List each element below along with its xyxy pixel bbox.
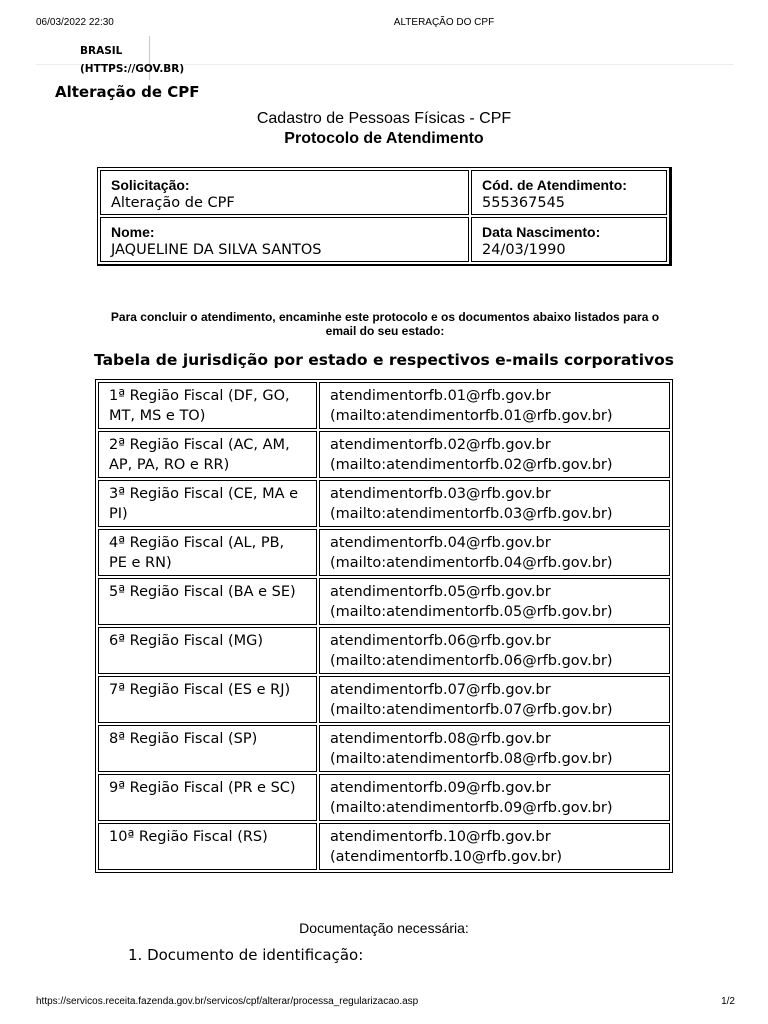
region-cell: 5ª Região Fiscal (BA e SE) xyxy=(98,578,317,625)
list-item: 1. Documento de identificação: xyxy=(128,946,364,964)
nome-label: Nome: xyxy=(111,224,155,240)
email-link[interactable]: atendimentorfb.07@rfb.gov.br xyxy=(330,682,551,698)
table-row xyxy=(98,627,670,674)
documentation-label: Documentação necessária: xyxy=(299,920,469,936)
email-cell xyxy=(319,725,670,772)
mailto-text: (mailto:atendimentorfb.06@rfb.gov.br) xyxy=(330,652,613,669)
email-cell xyxy=(319,431,670,478)
heading-protocolo: Protocolo de Atendimento xyxy=(284,130,484,147)
email-link[interactable]: atendimentorfb.01@rfb.gov.br xyxy=(330,388,551,404)
email-cell xyxy=(319,480,670,527)
solicitacao-label: Solicitação: xyxy=(111,177,190,193)
table-row xyxy=(98,774,670,821)
region-cell: 4ª Região Fiscal (AL, PB, PE e RN) xyxy=(98,529,317,576)
table-row xyxy=(98,676,670,723)
table-row xyxy=(98,725,670,772)
codigo-value: 555367545 xyxy=(482,195,566,211)
protocol-row xyxy=(100,217,667,262)
nascimento-cell xyxy=(471,217,667,262)
instruction-text: Para concluir o atendimento, encaminhe este protocolo e os documentos abaixo listados para o email do seu estado: xyxy=(110,310,660,338)
jurisdiction-title: Tabela de jurisdição por estado e respectivos e-mails corporativos xyxy=(94,351,674,369)
codigo-label: Cód. de Atendimento: xyxy=(482,177,627,193)
region-cell: 7ª Região Fiscal (ES e RJ) xyxy=(98,676,317,723)
email-link[interactable]: atendimentorfb.02@rfb.gov.br xyxy=(330,437,551,453)
mailto-text: (mailto:atendimentorfb.04@rfb.gov.br) xyxy=(330,554,613,571)
email-cell xyxy=(319,382,670,429)
brand-line-2: (HTTPS://GOV.BR) xyxy=(80,63,185,75)
mailto-text: (mailto:atendimentorfb.09@rfb.gov.br) xyxy=(330,799,613,816)
gov-brand-link[interactable] xyxy=(80,42,184,78)
documentation-list xyxy=(128,946,363,964)
footer-url[interactable]: https://servicos.receita.fazenda.gov.br/servicos/cpf/alterar/processa_regularizacao.asp xyxy=(36,996,419,1007)
region-cell: 3ª Região Fiscal (CE, MA e PI) xyxy=(98,480,317,527)
jurisdiction-table xyxy=(95,379,673,873)
table-row xyxy=(98,578,670,625)
email-cell xyxy=(319,676,670,723)
solicitacao-value: Alteração de CPF xyxy=(111,195,235,211)
region-cell: 6ª Região Fiscal (MG) xyxy=(98,627,317,674)
region-cell: 9ª Região Fiscal (PR e SC) xyxy=(98,774,317,821)
table-row xyxy=(98,431,670,478)
region-cell: 1ª Região Fiscal (DF, GO, MT, MS e TO) xyxy=(98,382,317,429)
table-row xyxy=(98,480,670,527)
codigo-cell xyxy=(471,170,667,215)
region-cell: 2ª Região Fiscal (AC, AM, AP, PA, RO e RR) xyxy=(98,431,317,478)
email-link[interactable]: atendimentorfb.10@rfb.gov.br xyxy=(330,829,551,845)
email-link[interactable]: atendimentorfb.06@rfb.gov.br xyxy=(330,633,551,649)
protocol-row xyxy=(100,170,667,215)
print-datetime: 06/03/2022 22:30 xyxy=(36,17,114,28)
email-cell xyxy=(319,774,670,821)
solicitacao-cell xyxy=(100,170,469,215)
mailto-text: (mailto:atendimentorfb.07@rfb.gov.br) xyxy=(330,701,613,718)
protocol-info-table xyxy=(97,167,672,266)
region-cell: 10ª Região Fiscal (RS) xyxy=(98,823,317,870)
email-link[interactable]: atendimentorfb.04@rfb.gov.br xyxy=(330,535,551,551)
mailto-text: (mailto:atendimentorfb.03@rfb.gov.br) xyxy=(330,505,613,522)
mailto-text: (mailto:atendimentorfb.05@rfb.gov.br) xyxy=(330,603,613,620)
brand-line-1: BRASIL xyxy=(80,45,123,57)
email-link[interactable]: atendimentorfb.09@rfb.gov.br xyxy=(330,780,551,796)
page-number: 1/2 xyxy=(721,996,735,1007)
heading-cadastro: Cadastro de Pessoas Físicas - CPF xyxy=(256,110,512,127)
print-doc-title: ALTERAÇÃO DO CPF xyxy=(393,17,495,28)
table-row xyxy=(98,382,670,429)
email-cell xyxy=(319,627,670,674)
nome-cell xyxy=(100,217,469,262)
region-cell: 8ª Região Fiscal (SP) xyxy=(98,725,317,772)
page-title: Alteração de CPF xyxy=(55,83,200,101)
mailto-text: (atendimentorfb.10@rfb.gov.br) xyxy=(330,848,563,865)
nascimento-value: 24/03/1990 xyxy=(482,242,566,258)
nome-value: JAQUELINE DA SILVA SANTOS xyxy=(111,242,322,258)
mailto-text: (mailto:atendimentorfb.08@rfb.gov.br) xyxy=(330,750,613,767)
email-cell xyxy=(319,529,670,576)
table-row xyxy=(98,529,670,576)
mailto-text: (mailto:atendimentorfb.02@rfb.gov.br) xyxy=(330,456,613,473)
mailto-text: (mailto:atendimentorfb.01@rfb.gov.br) xyxy=(330,407,613,424)
email-link[interactable]: atendimentorfb.03@rfb.gov.br xyxy=(330,486,551,502)
table-row xyxy=(98,823,670,870)
email-link[interactable]: atendimentorfb.05@rfb.gov.br xyxy=(330,584,551,600)
email-cell xyxy=(319,823,670,870)
email-link[interactable]: atendimentorfb.08@rfb.gov.br xyxy=(330,731,551,747)
email-cell xyxy=(319,578,670,625)
nascimento-label: Data Nascimento: xyxy=(482,224,601,240)
